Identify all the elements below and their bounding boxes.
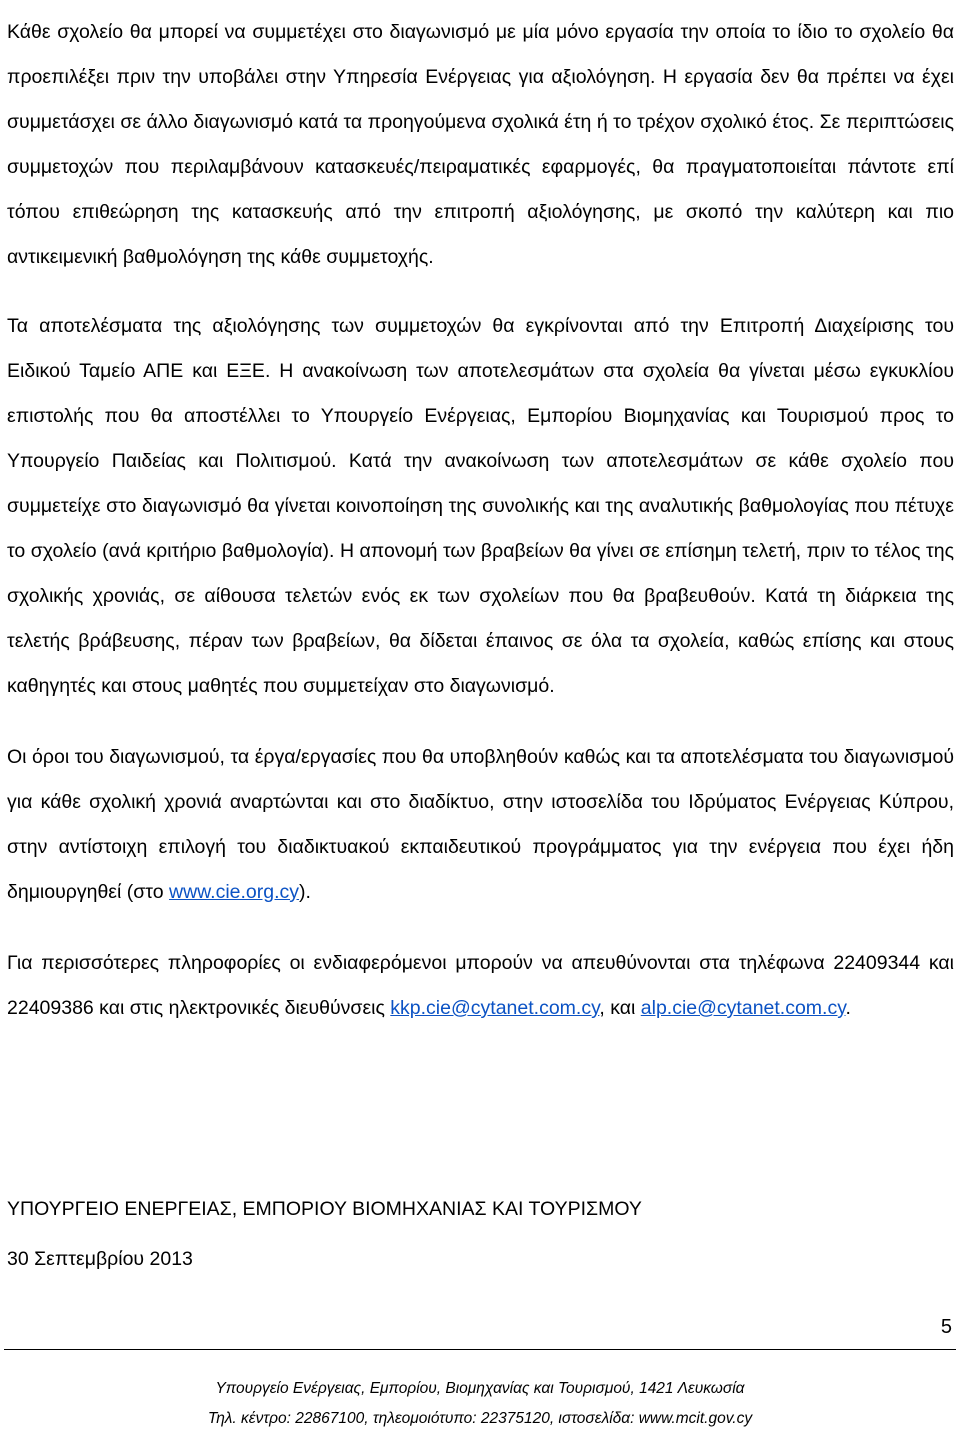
paragraph-terms-online [7, 735, 954, 915]
email-link-alp[interactable]: alp.cie@cytanet.com.cy [640, 997, 846, 1019]
page-number: 5 [940, 1316, 952, 1338]
paragraph-terms-text: Οι όροι του διαγωνισμού, τα έργα/εργασίες που θα υποβληθούν καθώς και τα αποτελέσματα του διαγωνισμού για κάθε σχολική χρονιά αναρτώνται και στο διαδίκτυο, στην ιστοσελίδα του Ιδρύματος Ενέργειας Κύπρου, στην αντίστοιχη επιλογή του διαδικτυακού εκπαιδευτικού προγράμματος για την ενέργεια που έχει ήδη δημιουργηθεί (στο [7, 746, 954, 903]
paragraph-terms-end: ). [299, 881, 311, 903]
paragraph-contact-end: . [845, 997, 851, 1019]
cie-website-link[interactable]: www.cie.org.cy [168, 881, 300, 903]
ministry-signature: ΥΠΟΥΡΓΕΙΟ ΕΝΕΡΓΕΙΑΣ, ΕΜΠΟΡΙΟΥ ΒΙΟΜΗΧΑΝΙΑΣ ΚΑΙ ΤΟΥΡΙΣΜΟΥ [7, 1198, 642, 1220]
email-link-kkp[interactable]: kkp.cie@cytanet.com.cy [390, 997, 600, 1019]
footer-divider [4, 1349, 956, 1350]
paragraph-submission-rules: Κάθε σχολείο θα μπορεί να συμμετέχει στο διαγωνισμό με μία μόνο εργασία την οποία το ίδιο το σχολείο θα προεπιλέξει πριν την υποβάλει στην Υπηρεσία Ενέργειας για αξιολόγηση. Η εργασία δεν θα πρέπει να έχει συμμετάσχει σε άλλο διαγωνισμό κατά τα προηγούμενα σχολικά έτη ή το τρέχον σχολικό έτος. Σε περιπτώσεις συμμετοχών που περιλαμβάνουν κατασκευές/πειραματικές εφαρμογές, θα πραγματοποιείται πάντοτε επί τόπου επιθεώρηση της κατασκευής από την επιτροπή αξιολόγησης, με σκοπό την καλύτερη και πιο αντικειμενική βαθμολόγηση της κάθε συμμετοχής. [7, 21, 954, 268]
document-date: 30 Σεπτεμβρίου 2013 [7, 1248, 193, 1270]
footer-address: Υπουργείο Ενέργειας, Εμπορίου, Βιομηχανίας και Τουρισμού, 1421 Λευκωσία [215, 1380, 745, 1397]
paragraph-contact-text: Για περισσότερες πληροφορίες οι ενδιαφερόμενοι μπορούν να απευθύνονται στα τηλέφωνα 22409344 και 22409386 και στις ηλεκτρονικές διευθύνσεις [7, 952, 954, 1019]
paragraph-results-evaluation: Τα αποτελέσματα της αξιολόγησης των συμμετοχών θα εγκρίνονται από την Επιτροπή Διαχείρισης του Ειδικού Ταμείο ΑΠΕ και ΕΞΕ. Η ανακοίνωση των αποτελεσμάτων στα σχολεία θα γίνεται μέσω εγκυκλίου επιστολής που θα αποστέλλει το Υπουργείο Ενέργειας, Εμπορίου Βιομηχανίας και Τουρισμού προς το Υπουργείο Παιδείας και Πολιτισμού. Κατά την ανακοίνωση των αποτελεσμάτων σε κάθε σχολείο που συμμετείχε στο διαγωνισμό θα γίνεται κοινοποίηση της συνολικής και της αναλυτικής βαθμολογίας που πέτυχε το σχολείο (ανά κριτήριο βαθμολογία). Η απονομή των βραβείων θα γίνει σε επίσημη τελετή, πριν το τέλος της σχολικής χρονιάς, σε αίθουσα τελετών ενός εκ των σχολείων που θα βραβευθούν. Κατά τη διάρκεια της τελετής βράβευσης, πέραν των βραβείων, θα δίδεται έπαινος σε όλα τα σχολεία, καθώς επίσης και στους καθηγητές και στους μαθητές που συμμετείχαν στο διαγωνισμό. [7, 315, 954, 697]
document-body [7, 0, 954, 1031]
paragraph-contact-mid: , και [599, 997, 641, 1019]
footer-contact: Τηλ. κέντρο: 22867100, τηλεομοιότυπο: 22375120, ιστοσελίδα: www.mcit.gov.cy [207, 1410, 753, 1427]
paragraph-contact-info [7, 941, 954, 1031]
